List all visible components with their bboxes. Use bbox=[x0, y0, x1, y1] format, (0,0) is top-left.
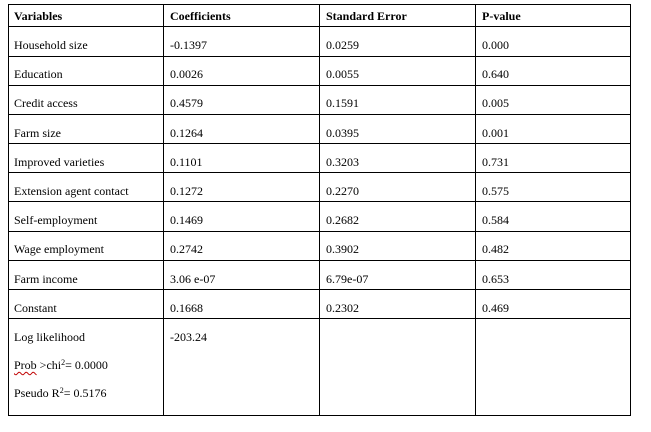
column-divider bbox=[163, 4, 164, 416]
cell-coefficient: 0.1101 bbox=[170, 154, 203, 169]
prob-chi2-sup: 2 bbox=[61, 358, 66, 367]
header-standard-error: Standard Error bbox=[326, 9, 407, 23]
cell-standard-error: 0.1591 bbox=[326, 96, 359, 111]
pseudo-r2-sup: 2 bbox=[59, 386, 64, 395]
header-coefficients: Coefficients bbox=[170, 9, 231, 23]
column-divider bbox=[630, 4, 631, 416]
pseudo-r2-stat bbox=[14, 386, 106, 400]
cell-variable: Credit access bbox=[14, 96, 78, 111]
cell-variable: Household size bbox=[14, 38, 88, 52]
cell-variable: Education bbox=[14, 67, 63, 82]
cell-variable: Farm income bbox=[14, 271, 78, 286]
cell-p-value: 0.000 bbox=[482, 38, 509, 52]
column-divider bbox=[319, 4, 320, 416]
cell-standard-error: 0.2302 bbox=[326, 300, 359, 315]
cell-coefficient: 0.1264 bbox=[170, 125, 203, 140]
column-divider bbox=[475, 4, 476, 416]
cell-standard-error: 0.2682 bbox=[326, 213, 359, 228]
cell-coefficient: 0.2742 bbox=[170, 242, 203, 257]
cell-coefficient: 0.4579 bbox=[170, 96, 203, 111]
cell-coefficient: 3.06 e-07 bbox=[170, 271, 216, 286]
cell-standard-error: 0.0259 bbox=[326, 38, 359, 52]
pseudo-r2-prefix: Pseudo R bbox=[14, 386, 60, 400]
regression-table bbox=[8, 4, 631, 416]
cell-p-value: 0.005 bbox=[482, 96, 509, 111]
prob-chi2-tail: = 0.0000 bbox=[65, 358, 108, 372]
cell-p-value: 0.482 bbox=[482, 242, 509, 257]
cell-standard-error: 0.0055 bbox=[326, 67, 359, 82]
cell-standard-error: 0.2270 bbox=[326, 184, 359, 198]
cell-standard-error: 0.3203 bbox=[326, 154, 359, 169]
cell-standard-error: 6.79e-07 bbox=[326, 271, 369, 286]
cell-standard-error: 0.0395 bbox=[326, 125, 359, 140]
log-likelihood-value: -203.24 bbox=[170, 330, 207, 344]
column-divider bbox=[8, 4, 9, 416]
prob-chi2-rest: >chi bbox=[36, 358, 62, 372]
cell-variable: Constant bbox=[14, 300, 57, 315]
prob-chi2-stat bbox=[14, 358, 108, 372]
cell-coefficient: 0.1668 bbox=[170, 300, 203, 315]
cell-coefficient: -0.1397 bbox=[170, 38, 207, 52]
cell-p-value: 0.584 bbox=[482, 213, 509, 228]
cell-variable: Extension agent contact bbox=[14, 184, 129, 198]
cell-coefficient: 0.0026 bbox=[170, 67, 203, 82]
cell-p-value: 0.653 bbox=[482, 271, 509, 286]
cell-variable: Self-employment bbox=[14, 213, 98, 228]
cell-standard-error: 0.3902 bbox=[326, 242, 359, 257]
cell-variable: Wage employment bbox=[14, 242, 105, 257]
cell-p-value: 0.640 bbox=[482, 67, 509, 82]
cell-variable: Farm size bbox=[14, 125, 61, 140]
cell-coefficient: 0.1272 bbox=[170, 184, 203, 198]
cell-variable: Improved varieties bbox=[14, 154, 105, 169]
pseudo-r2-tail: = 0.5176 bbox=[63, 386, 107, 400]
header-variables: Variables bbox=[14, 9, 63, 23]
cell-p-value: 0.001 bbox=[482, 125, 509, 140]
cell-p-value: 0.575 bbox=[482, 184, 509, 198]
cell-p-value: 0.469 bbox=[482, 300, 509, 315]
log-likelihood-label: Log likelihood bbox=[14, 330, 85, 344]
prob-chi2-prefix: Prob bbox=[14, 358, 37, 372]
cell-p-value: 0.731 bbox=[482, 154, 509, 169]
header-p-value: P-value bbox=[482, 9, 521, 23]
cell-coefficient: 0.1469 bbox=[170, 213, 203, 228]
